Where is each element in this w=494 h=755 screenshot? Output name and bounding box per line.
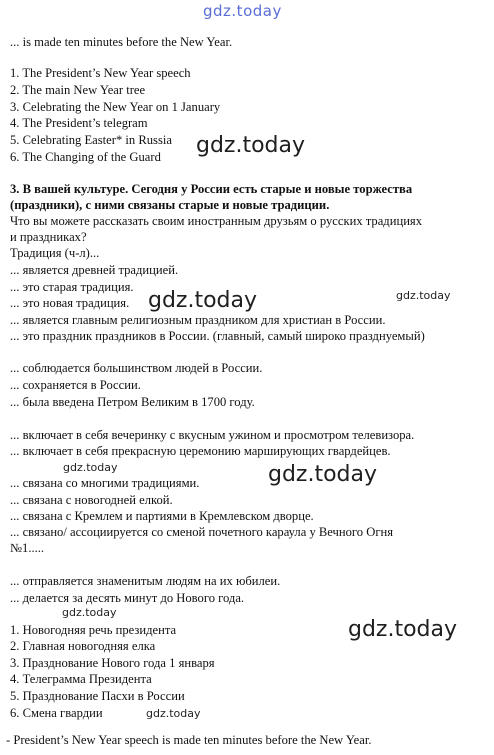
watermark-8: gdz.today bbox=[146, 707, 201, 720]
ru-list-item: 3. Празднование Нового года 1 января bbox=[10, 656, 215, 670]
phrase-line: ... связано/ ассоциируется со сменой почетного караула у Вечного Огня bbox=[10, 525, 394, 539]
phrase-line: №1..... bbox=[10, 541, 45, 555]
tradition-label: Традиция (ч-л)... bbox=[10, 246, 100, 260]
watermark-2: gdz.today bbox=[148, 288, 258, 313]
watermark-5: gdz.today bbox=[63, 461, 118, 474]
ru-list-item: 4. Телеграмма Президента bbox=[10, 672, 152, 686]
answer-line: - President’s New Year speech is made ten minutes before the New Year. bbox=[6, 733, 372, 747]
en-list-item: 2. The main New Year tree bbox=[10, 83, 146, 97]
task-question: Что вы можете рассказать своим иностранным друзьям о русских традициях bbox=[10, 214, 423, 228]
task-question-cont: и праздниках? bbox=[10, 230, 87, 244]
phrase-line: ... сохраняется в России. bbox=[10, 378, 141, 392]
ru-list-item: 1. Новогодняя речь президента bbox=[10, 623, 177, 637]
phrase-line: ... была введена Петром Великим в 1700 году. bbox=[10, 395, 255, 409]
en-list-item: 6. The Changing of the Guard bbox=[10, 150, 161, 164]
phrase-line: ... отправляется знаменитым людям на их юбилеи. bbox=[10, 574, 281, 588]
task-heading-cont: (праздники), с ними связаны старые и новые традиции. bbox=[10, 198, 330, 212]
ru-list-item: 6. Смена гвардии bbox=[10, 706, 103, 720]
phrase-line: ... является главным религиозным праздником для христиан в России. bbox=[10, 313, 386, 327]
phrase-line: ... является древней традицией. bbox=[10, 263, 179, 277]
phrase-line: ... соблюдается большинством людей в России. bbox=[10, 361, 263, 375]
ru-list-item: 2. Главная новогодняя елка bbox=[10, 639, 156, 653]
task-heading: 3. В вашей культуре. Сегодня у России есть старые и новые торжества bbox=[10, 182, 413, 196]
phrase-line: ... это праздник праздников в России. (главный, самый широко празднуемый) bbox=[10, 329, 425, 343]
phrase-line: ... связана с Кремлем и партиями в Кремлевском дворце. bbox=[10, 509, 314, 523]
en-list-item: 5. Celebrating Easter* in Russia bbox=[10, 133, 172, 147]
watermark-3: gdz.today bbox=[396, 289, 451, 302]
phrase-line: ... это старая традиция. bbox=[10, 280, 134, 294]
phrase-line: ... это новая традиция. bbox=[10, 296, 130, 310]
ru-list-item: 5. Празднование Пасхи в России bbox=[10, 689, 185, 703]
phrase-line: ... делается за десять минут до Нового года. bbox=[10, 591, 245, 605]
phrase-line: ... включает в себя вечеринку с вкусным ужином и просмотром телевизора. bbox=[10, 428, 415, 442]
phrase-line: ... включает в себя прекрасную церемонию марширующих гвардейцев. bbox=[10, 444, 391, 458]
en-list-item: 1. The President’s New Year speech bbox=[10, 66, 191, 80]
watermark-4: gdz.today bbox=[268, 462, 378, 487]
watermark-1: gdz.today bbox=[196, 133, 306, 158]
phrase-line: ... связана с новогодней елкой. bbox=[10, 493, 173, 507]
watermark-7: gdz.today bbox=[348, 617, 458, 642]
watermark-6: gdz.today bbox=[62, 606, 117, 619]
intro-phrase: ... is made ten minutes before the New Year. bbox=[10, 35, 233, 49]
watermark-top: gdz.today bbox=[203, 2, 282, 20]
en-list-item: 4. The President’s telegram bbox=[10, 116, 148, 130]
phrase-line: ... связана со многими традициями. bbox=[10, 476, 200, 490]
en-list-item: 3. Celebrating the New Year on 1 January bbox=[10, 100, 221, 114]
